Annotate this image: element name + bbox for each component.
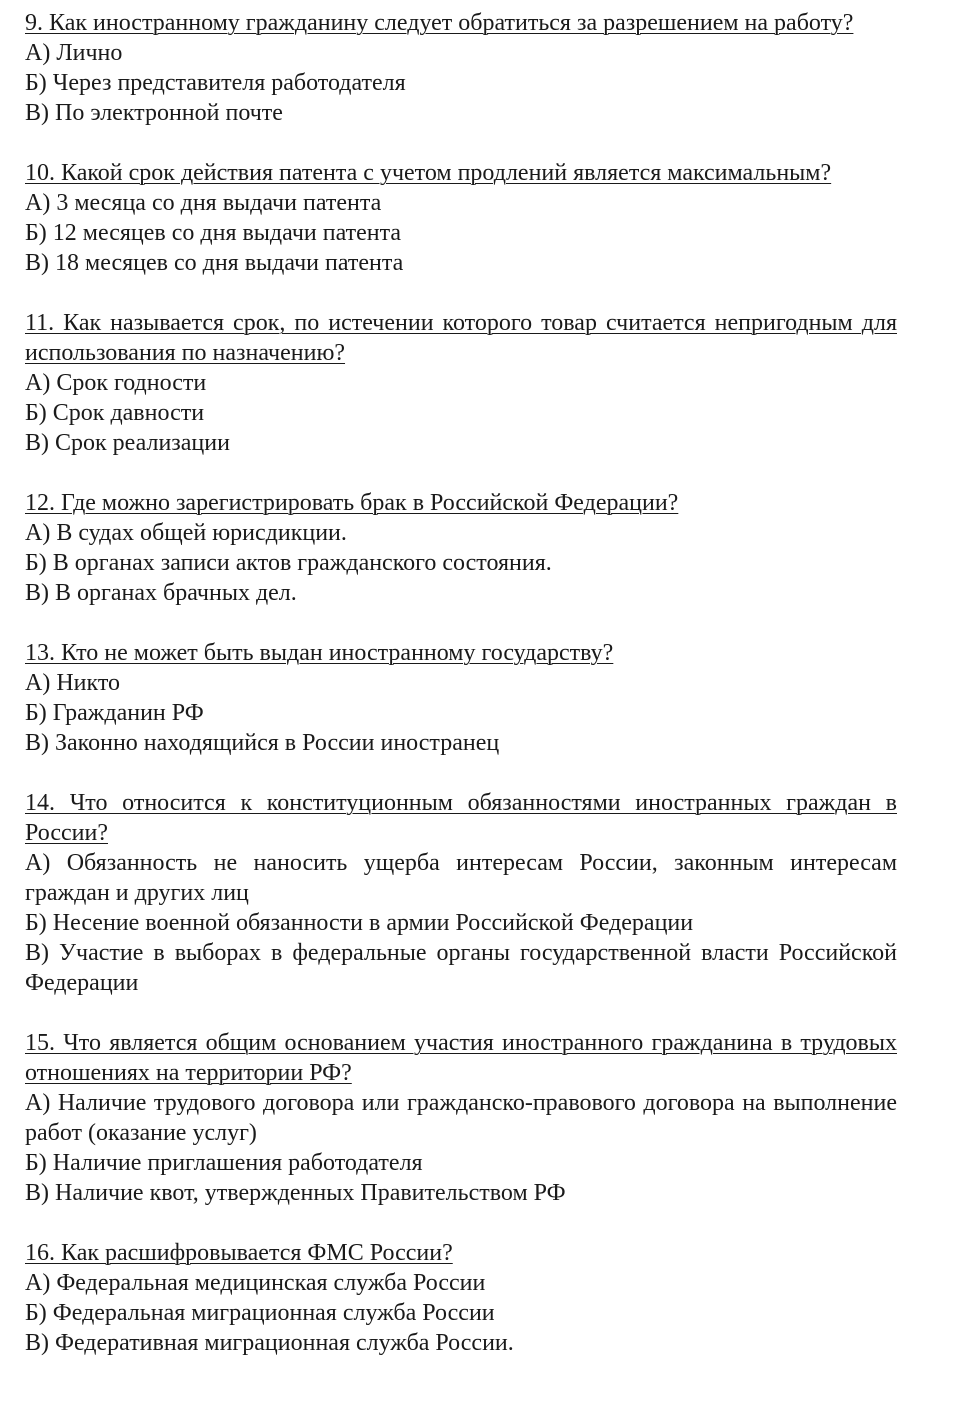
question-text: 9. Как иностранному гражданину следует обратиться за разрешением на работу? [25, 10, 854, 36]
question-text: 13. Кто не может быть выдан иностранному государству? [25, 640, 614, 666]
answer-option-c: В) Законно находящийся в России иностранец [25, 730, 500, 756]
question-text: 15. Что является общим основанием участия иностранного гражданина в трудовых отношениях на территории РФ? [25, 1030, 897, 1086]
answer-option-a: А) 3 месяца со дня выдачи патента [25, 190, 382, 216]
question-9 [25, 8, 897, 128]
question-text: 16. Как расшифровывается ФМС России? [25, 1240, 453, 1266]
answer-option-a: А) Федеральная медицинская служба России [25, 1270, 486, 1296]
question-12 [25, 488, 897, 608]
answer-option-c: В) По электронной почте [25, 100, 283, 126]
answer-option-b: Б) В органах записи актов гражданского состояния. [25, 550, 552, 576]
answer-options [25, 1268, 897, 1358]
answer-option-b: Б) Наличие приглашения работодателя [25, 1150, 423, 1176]
question-text: 11. Как называется срок, по истечении которого товар считается непригодным для использования по назначению? [25, 310, 897, 366]
answer-option-a: А) Наличие трудового договора или гражданско-правового договора на выполнение работ (оказание услуг) [25, 1090, 897, 1146]
answer-option-a: А) Обязанность не наносить ущерба интересам России, законным интересам граждан и других лиц [25, 850, 897, 906]
question-text: 12. Где можно зарегистрировать брак в Российской Федерации? [25, 490, 679, 516]
answer-option-b: Б) 12 месяцев со дня выдачи патента [25, 220, 402, 246]
answer-option-c: В) Федеративная миграционная служба России. [25, 1330, 514, 1356]
answer-option-a: А) Срок годности [25, 370, 207, 396]
answer-option-a: А) Лично [25, 40, 123, 66]
answer-option-a: А) Никто [25, 670, 121, 696]
answer-option-b: Б) Гражданин РФ [25, 700, 204, 726]
answer-option-c: В) Срок реализации [25, 430, 230, 456]
answer-options [25, 518, 897, 608]
answer-option-c: В) Участие в выборах в федеральные органы государственной власти Российской Федерации [25, 940, 897, 996]
answer-option-c: В) 18 месяцев со дня выдачи патента [25, 250, 404, 276]
question-16 [25, 1238, 897, 1358]
question-text: 10. Какой срок действия патента с учетом продлений является максимальным? [25, 160, 832, 186]
answer-option-b: Б) Через представителя работодателя [25, 70, 406, 96]
answer-option-b: Б) Федеральная миграционная служба России [25, 1300, 495, 1326]
question-13 [25, 638, 897, 758]
question-15 [25, 1028, 897, 1208]
answer-options [25, 368, 897, 458]
question-10 [25, 158, 897, 278]
question-11 [25, 308, 897, 458]
answer-options [25, 38, 897, 128]
answer-options [25, 1088, 897, 1208]
answer-options [25, 848, 897, 998]
answer-options [25, 668, 897, 758]
answer-options [25, 188, 897, 278]
question-text: 14. Что относится к конституционным обязанностями иностранных граждан в России? [25, 790, 897, 846]
answer-option-b: Б) Срок давности [25, 400, 205, 426]
answer-option-c: В) В органах брачных дел. [25, 580, 297, 606]
answer-option-c: В) Наличие квот, утвержденных Правительством РФ [25, 1180, 566, 1206]
answer-option-a: А) В судах общей юрисдикции. [25, 520, 347, 546]
question-14 [25, 788, 897, 998]
answer-option-b: Б) Несение военной обязанности в армии Российской Федерации [25, 910, 694, 936]
